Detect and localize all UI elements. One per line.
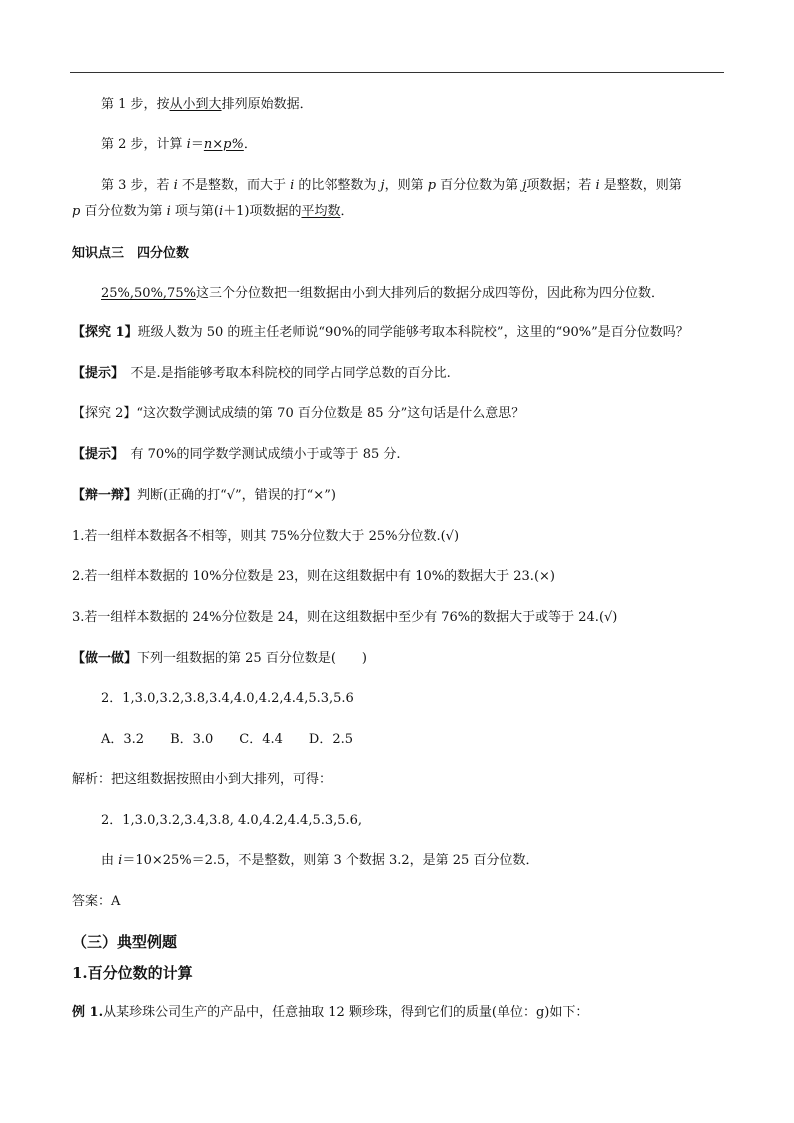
calculation: 由 i＝10×25%＝2.5，不是整数，则第 3 个数据 3.2，是第 25 百分位数． [101, 853, 539, 868]
subsection-heading: 1.百分位数的计算 [72, 964, 193, 982]
step-1: 第 1 步，按从小到大排列原始数据． [101, 97, 313, 112]
example-1: 例 1.从某珍珠公司生产的产品中，任意抽取 12 颗珍珠，得到它们的质量(单位：g)如下： [72, 1005, 589, 1020]
step-2: 第 2 步，计算 i＝n×p%． [101, 137, 257, 152]
practice-data: 2．1,3.0,3.2,3.8,3.4,4.0,4.2,4.4,5.3,5.6 [101, 691, 354, 706]
section-heading-examples: （三）典型例题 [72, 933, 178, 951]
practice-options: A．3.2 B．3.0 C．4.4 D．2.5 [101, 732, 354, 747]
debate-item: 3.若一组样本数据的 24%分位数是 24，则在这组数据中至少有 76%的数据大于或等于 24.(√) [72, 610, 618, 625]
analysis-text: 解析：把这组数据按照由小到大排列，可得： [72, 772, 333, 787]
header-rule [70, 72, 724, 73]
practice: 【做一做】下列一组数据的第 25 百分位数是( ) [72, 651, 367, 666]
hint-1: 【提示】 不是.是指能够考取本科院校的同学占同学总数的百分比. [72, 366, 451, 381]
debate: 【辩一辩】判断(正确的打“√”，错误的打“×”) [72, 488, 336, 503]
debate-item: 2.若一组样本数据的 10%分位数是 23，则在这组数据中有 10%的数据大于 23.(×) [72, 569, 555, 584]
step-3-line-2: p 百分位数为第 i 项与第(i＋1)项数据的平均数． [72, 204, 354, 219]
sorted-data: 2．1,3.0,3.2,3.4,3.8, 4.0,4.2,4.4,5.3,5.6, [101, 813, 363, 828]
step-3-line-1: 第 3 步，若 i 不是整数，而大于 i 的比邻整数为 j，则第 p 百分位数为第 j项数据；若 i 是整数，则第 [101, 178, 682, 193]
debate-item: 1.若一组样本数据各不相等，则其 75%分位数大于 25%分位数.(√) [72, 529, 460, 544]
explore-1: 【探究 1】班级人数为 50 的班主任老师说“90%的同学能够考取本科院校”，这里的“90%”是百分位数吗？ [72, 325, 689, 340]
answer: 答案：A [72, 894, 121, 909]
section-heading-quartile: 知识点三 四分位数 [72, 246, 190, 261]
explore-2: 【探究 2】“这次数学测试成绩的第 70 百分位数是 85 分”这句话是什么意思？ [72, 406, 525, 421]
hint-2: 【提示】 有 70%的同学数学测试成绩小于或等于 85 分. [72, 447, 401, 462]
quartile-definition: 25%,50%,75%这三个分位数把一组数据由小到大排列后的数据分成四等份，因此称为四分位数． [101, 286, 664, 301]
